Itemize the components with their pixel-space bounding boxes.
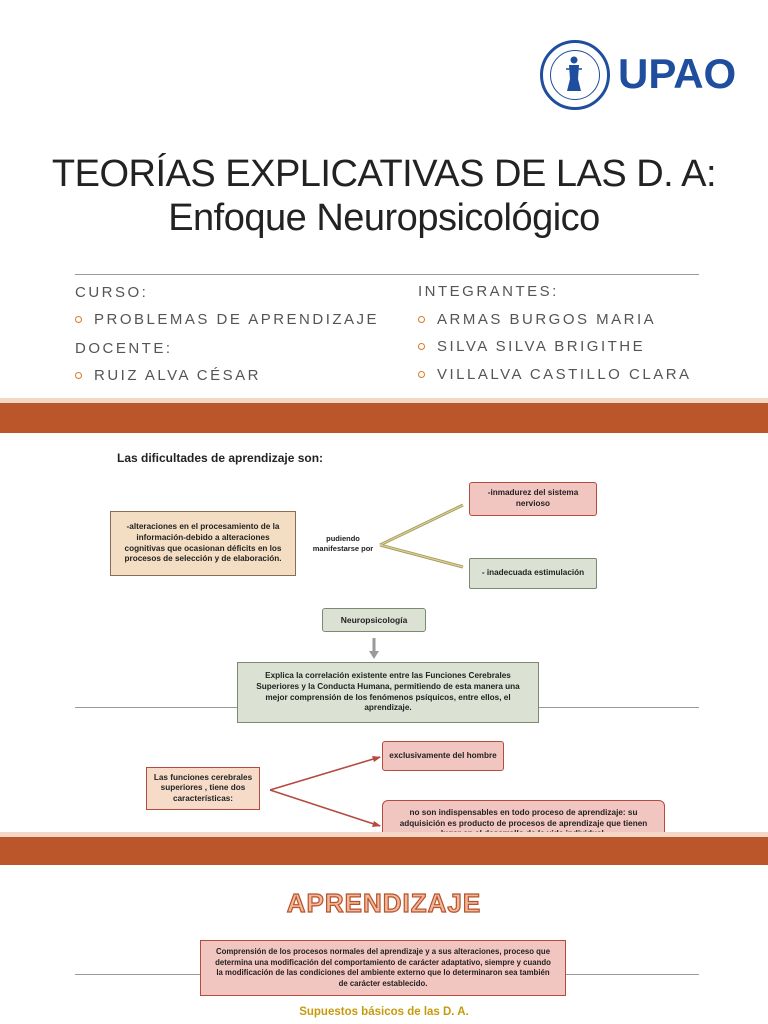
bullet-icon — [75, 372, 82, 379]
output-inmadurez: -inmadurez del sistema nervioso — [469, 482, 597, 516]
curso-value: PROBLEMAS DE APRENDIZAJE — [75, 311, 379, 328]
characteristic-1: exclusivamente del hombre — [382, 741, 504, 771]
integrantes-label: INTEGRANTES: — [418, 283, 559, 300]
member-item: SILVA SILVA BRIGITHE — [418, 338, 645, 355]
bullet-icon — [418, 371, 425, 378]
curso-label: CURSO: — [75, 284, 149, 301]
output-estimulacion: - inadecuada estimulación — [469, 558, 597, 589]
branch-arrows-1 — [378, 495, 468, 575]
alteraciones-box: -alteraciones en el procesamiento de la información-debido a alteraciones cognitivas que ocasionan déficits en los procesos de selección y de elaboración. — [110, 511, 296, 576]
slide2-heading: Las dificultades de aprendizaje son: — [117, 451, 324, 465]
member-item: VILLALVA CASTILLO CLARA — [418, 366, 692, 383]
aprendizaje-description: Comprensión de los procesos normales del aprendizaje y a sus alteraciones, proceso que determina una modificación del comportamiento de carácter adaptativo, siempre y cuando la modificación de las condiciones del ambiente externo que lo determinaron sea también de carácter establecido. — [200, 940, 566, 996]
title-line-1: TEORÍAS EXPLICATIVAS DE LAS D. A: — [51, 153, 717, 195]
upao-logo — [540, 40, 737, 112]
connector-label: pudiendo manifestarse por — [312, 534, 374, 553]
university-seal-icon — [540, 40, 610, 110]
logo-text: UPAO — [618, 50, 737, 97]
down-arrow-icon — [369, 638, 379, 660]
slide-separator-band — [0, 837, 768, 865]
slide-separator-band — [0, 403, 768, 433]
aprendizaje-heading: APRENDIZAJE — [286, 888, 482, 918]
docente-value: RUIZ ALVA CÉSAR — [75, 367, 261, 384]
divider — [75, 274, 699, 275]
docente-label: DOCENTE: — [75, 340, 173, 357]
neuropsicologia-box: Neuropsicología — [322, 608, 426, 632]
neuropsicologia-description: Explica la correlación existente entre las Funciones Cerebrales Superiores y la Conducta Humana, permitiendo de esta manera una mejor comprensión de los fenómenos psíquicos, entre ellos, el aprendizaje. — [237, 662, 539, 723]
branch-arrows-2 — [268, 752, 384, 832]
supuestos-heading: Supuestos básicos de las D. A. — [299, 1006, 469, 1018]
bullet-icon — [75, 316, 82, 323]
bullet-icon — [418, 316, 425, 323]
page-title — [40, 152, 728, 240]
title-line-2: Enfoque Neuropsicológico — [168, 197, 600, 239]
characteristic-2: no son indispensables en todo proceso de aprendizaje: su adquisición es producto de procesos de aprendizaje que tienen — [382, 800, 665, 848]
funciones-box: Las funciones cerebrales superiores , tiene dos características: — [146, 767, 260, 810]
member-item: ARMAS BURGOS MARIA — [418, 311, 656, 328]
bullet-icon — [418, 343, 425, 350]
